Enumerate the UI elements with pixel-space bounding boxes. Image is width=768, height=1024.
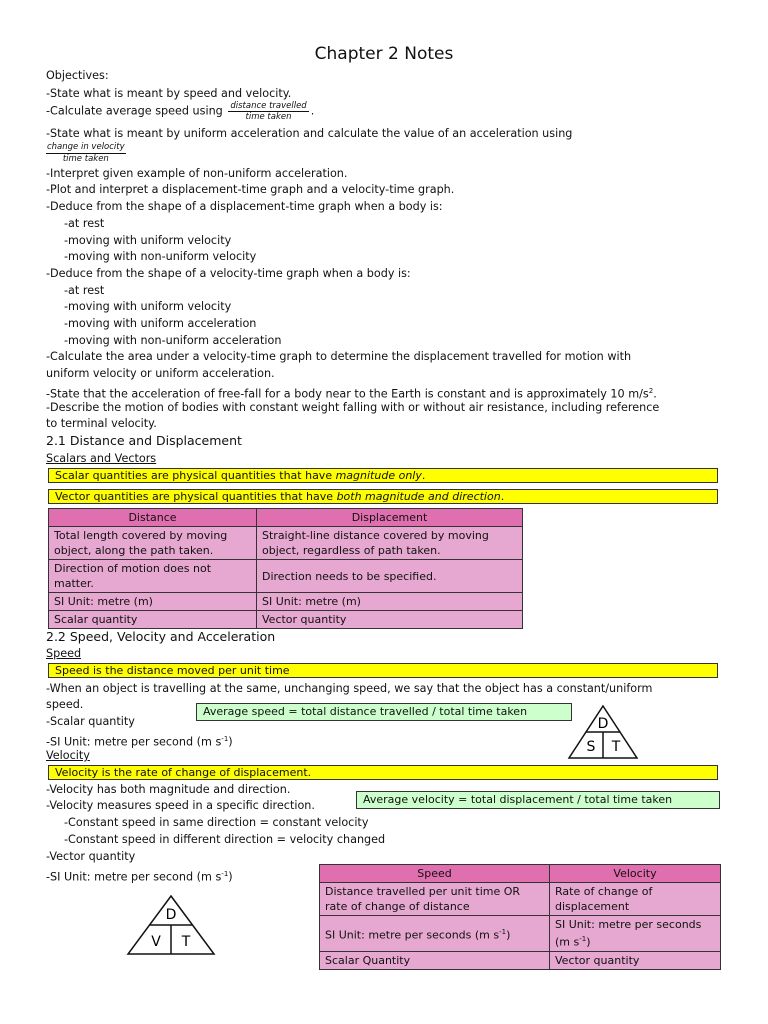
vector-definition-box: Vector quantities are physical quantities that have both magnitude and direction.: [48, 489, 718, 504]
table-header-row: [49, 509, 523, 527]
speed-line-1: -When an object is travelling at the same, unchanging speed, we say that the object has a constant/uniform: [46, 682, 653, 695]
triangle-right-letter: T: [611, 739, 621, 755]
objective-3: -State what is meant by uniform acceleration and calculate the value of an acceleration using: [46, 127, 573, 140]
velocity-line-1: -Velocity has both magnitude and direction.: [46, 783, 291, 796]
distance-displacement-table: [48, 508, 523, 629]
table-header-row: [320, 865, 721, 883]
header-velocity: Velocity: [550, 865, 721, 883]
header-displacement: Displacement: [257, 509, 523, 527]
triangle-left-letter: V: [151, 934, 161, 950]
speed-fraction: $\frac{\text{distance travelled}}{\text{time taken}}$: [230, 101, 307, 122]
objective-6: -Deduce from the shape of a displacement-time graph when a body is:: [46, 200, 443, 213]
table-row: Distance travelled per unit time OR rate of change of distance Rate of change of displacement: [320, 883, 721, 916]
velocity-subheading: Velocity: [46, 749, 90, 762]
speed-line-3: -Scalar quantity: [46, 715, 135, 728]
average-velocity-formula-box: Average velocity = total displacement / total time taken: [356, 791, 720, 809]
section-2-1-heading: 2.1 Distance and Displacement: [46, 433, 242, 448]
acceleration-fraction: change in velocity time taken: [47, 142, 125, 164]
triangle-right-letter: T: [181, 934, 191, 950]
page-title: Chapter 2 Notes: [314, 44, 454, 64]
triangle-left-letter: S: [586, 739, 596, 755]
dst-triangle-speed: [567, 704, 639, 760]
objective-9: -State that the acceleration of free-fall for a body near to the Earth is constant and is approximately 10 $m/s^2$.: [46, 387, 657, 401]
speed-definition-box: Speed is the distance moved per unit time: [48, 663, 718, 678]
table-row: Scalar Quantity Vector quantity: [320, 951, 721, 969]
triangle-top-letter: D: [597, 716, 609, 732]
speed-velocity-table: [319, 864, 721, 970]
velocity-definition-box: Velocity is the rate of change of displacement.: [48, 765, 718, 780]
objective-10-line-2: to terminal velocity.: [46, 417, 157, 430]
speed-subheading: Speed: [46, 647, 82, 660]
objective-10-line-1: -Describe the motion of bodies with constant weight falling with or without air resistance, including reference: [46, 401, 660, 414]
table-row: Direction of motion does not matter. Direction needs to be specified.: [49, 560, 523, 593]
speed-unit: -SI Unit: metre per second (m $s^{-1}$): [46, 735, 233, 749]
objective-4: -Interpret given example of non-uniform acceleration.: [46, 167, 348, 180]
objective-8-line-2: uniform velocity or uniform acceleration.: [46, 367, 275, 380]
dvt-triangle-velocity: [126, 894, 216, 956]
objective-1: -State what is meant by speed and velocity.: [46, 87, 292, 100]
objective-6a: -at rest: [64, 217, 105, 230]
objectives-heading: Objectives:: [46, 69, 109, 82]
objective-8-line-1: -Calculate the area under a velocity-time graph to determine the displacement travelled for motion with: [46, 350, 632, 363]
table-row: SI Unit: metre (m) SI Unit: metre (m): [49, 593, 523, 611]
objective-7a: -at rest: [64, 284, 105, 297]
velocity-line-5: -Vector quantity: [46, 850, 136, 863]
table-row: SI Unit: metre per seconds (m $s^{-1}$) SI Unit: metre per seconds (m $s^{-1}$): [320, 916, 721, 952]
table-row: Scalar quantity Vector quantity: [49, 611, 523, 629]
objective-7d: -moving with non-uniform acceleration: [64, 334, 282, 347]
objective-2: -Calculate average speed using $\frac{\text{distance travelled}}{\text{time taken}}$ .: [46, 101, 315, 122]
objective-6c: -moving with non-uniform velocity: [64, 250, 257, 263]
objective-7c: -moving with uniform acceleration: [64, 317, 257, 330]
objective-6b: -moving with uniform velocity: [64, 234, 232, 247]
speed-line-2: speed.: [46, 698, 84, 711]
velocity-line-3: -Constant speed in same direction = constant velocity: [64, 816, 369, 829]
objective-7: -Deduce from the shape of a velocity-time graph when a body is:: [46, 267, 411, 280]
table-row: Total length covered by moving object, along the path taken. Straight-line distance covered by moving object, regardless of path taken.: [49, 527, 523, 560]
objective-5: -Plot and interpret a displacement-time graph and a velocity-time graph.: [46, 183, 455, 196]
scalars-vectors-subheading: Scalars and Vectors: [46, 452, 157, 465]
average-speed-formula-box: Average speed = total distance travelled / total time taken: [196, 703, 572, 721]
velocity-line-4: -Constant speed in different direction = velocity changed: [64, 833, 386, 846]
header-speed: Speed: [320, 865, 550, 883]
velocity-unit: -SI Unit: metre per second (m $s^{-1}$): [46, 870, 233, 884]
triangle-top-letter: D: [165, 907, 177, 923]
section-2-2-heading: 2.2 Speed, Velocity and Acceleration: [46, 629, 276, 644]
header-distance: Distance: [49, 509, 257, 527]
objective-7b: -moving with uniform velocity: [64, 300, 232, 313]
scalar-definition-box: Scalar quantities are physical quantities that have magnitude only.: [48, 468, 718, 483]
velocity-line-2: -Velocity measures speed in a specific direction.: [46, 799, 315, 812]
